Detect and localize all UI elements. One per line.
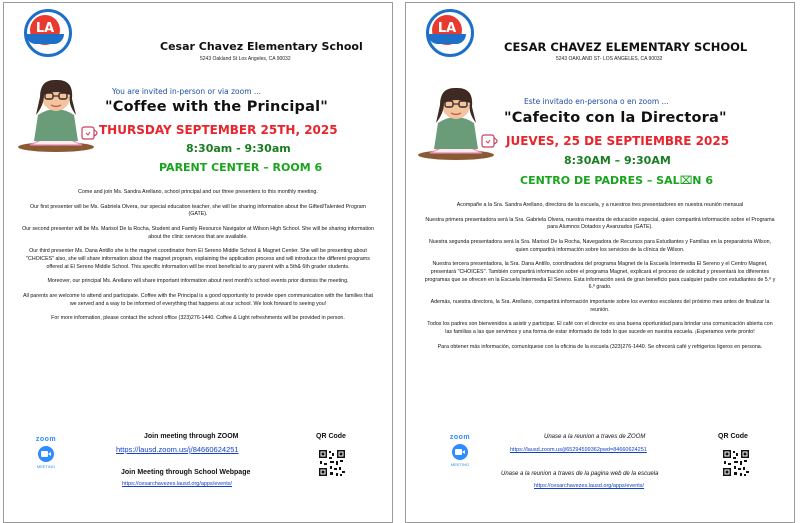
qr-code-icon[interactable] [722, 449, 750, 477]
paragraph: Moreover, our principal Ms. Arellano will share important information about next month's school events prior dismiss the meeting. [47, 278, 349, 285]
paragraph: Acompañe a la Sra. Sandra Arellano, directora de la escuela, y a nuestros tres presentadores en nuestra reunión mensual [456, 202, 744, 208]
zoom-link[interactable]: https://lausd.zoom.us/j/65294599362pwd=84660624251 [510, 447, 647, 453]
join-zoom-heading: Unase a la reunion a traves de ZOOM [544, 434, 646, 440]
qr-label: QR Code [718, 433, 748, 440]
paragraph: All parents are welcome to attend and participate. Coffee with the Principal is a good opportunity to provide open communication with the families that we served and a way to be informed of everything that happens at our school. We look forward to seeing you! [23, 293, 373, 307]
paragraph: Our first presenter will be Ms. Gabriela Olvera, our special education teacher, she will be sharing information about the Gifted/Talented Program (GATE). [30, 203, 366, 218]
event-location: CENTRO DE PADRES – SAL⌧N 6 [520, 174, 713, 187]
event-title: "Coffee with the Principal" [105, 99, 329, 115]
join-zoom-heading: Join meeting through ZOOM [144, 433, 239, 440]
school-address: 5243 Oakland St Los Angeles, CA 90032 [200, 56, 291, 62]
body-text [424, 202, 776, 358]
body-text [22, 189, 374, 330]
event-title: "Cafecito con la Directora" [504, 110, 727, 126]
event-time: 8:30AM – 9:30AM [564, 154, 671, 167]
event-location: PARENT CENTER – ROOM 6 [159, 161, 323, 174]
zoom-logo: zoom MEETING [35, 436, 57, 469]
paragraph: Our third presenter Ms. Dana Antillo she is the magnet coordinator from El Sereno Middle School & Magnet Center. She will be presenting about "CHOICES" also, she will share information about the magnet program, explaining the application process and will introduce the different programs offered at El Sereno Middle School. This specific information will be most beneficial to any parent with a 5th& 6th grader students. [26, 248, 370, 270]
paragraph: Además, nuestra directora, la Sra. Arellano, compartirá información importante sobre los eventos escolares del próximo mes antes de finalizar la reunión. [430, 299, 770, 313]
teacher-with-coffee-icon [416, 83, 504, 163]
invitation-line: You are invited in-person or via zoom ... [112, 87, 262, 96]
join-web-heading: Join Meeting through School Webpage [121, 469, 251, 476]
event-time: 8:30am - 9:30am [186, 142, 291, 155]
paragraph: Nuestra tercera presentadora, la Sra. Dana Antillo, coordinadora del programa Magnet de la Escuela Intermedia El Sereno y el Centro Magnet, presentará "CHOICES". También compartirá información sobre el programa Magnet, explicará el proceso de solicitud y presentará los diferentes programas que se ofrecen en la Escuela Intermedia El Sereno. Esta información será de gran beneficio para cualquier padre con estudiantes de 5.º y 6.º grado. [424, 261, 776, 291]
zoom-camera-icon [38, 446, 54, 462]
paragraph: Para obtener más información, comuníquese con la oficina de la escuela (323)276-1440. Se ofrecerá café y refrigerios ligeros en persona. [437, 343, 763, 350]
lausd-logo-icon: LA [426, 9, 474, 57]
qr-code-icon[interactable] [318, 449, 346, 477]
paragraph: Nuestra segunda presentadora será la Sra. Marisol De la Rocha, Navegadora de Recursos para Estudiantes y Familias en la preparatoria Wilson, quien compartirá información sobre los servicios de la clínica de Wilson. [428, 239, 772, 253]
lausd-logo-icon: LA [24, 9, 72, 57]
teacher-with-coffee-icon [16, 75, 104, 155]
invitation-line: Este invitado en-persona o en zoom ... [524, 97, 669, 106]
paragraph: Nuestra primera presentadora será la Sra. Gabriela Olvera, nuestra maestra de educación especial, quien compartirá información sobre el Programa para Alumnos Dotados y Avanzados (GATE). [425, 216, 775, 231]
school-name: Cesar Chavez Elementary School [160, 40, 363, 53]
web-link[interactable]: https://cesarchavezes.lausd.org/apps/events/ [534, 483, 645, 489]
qr-label: QR Code [316, 433, 346, 440]
event-date: THURSDAY SEPTEMBER 25TH, 2025 [99, 123, 338, 137]
flyer-spanish [405, 2, 795, 523]
flyer-english [3, 2, 393, 523]
event-date: JUEVES, 25 DE SEPTIEMBRE 2025 [506, 134, 730, 148]
paragraph: Come and join Ms. Sandra Arellano, school principal and our three presenters to this monthly meeting. [78, 189, 318, 195]
school-address: 5243 OAKLAND ST- LOS ANGELES, CA 90032 [556, 56, 663, 62]
join-web-heading: Unase a la reunion a traves de la pagina web de la escuela [501, 471, 659, 477]
zoom-logo: zoom MEETING [449, 434, 471, 467]
zoom-link[interactable]: https://lausd.zoom.us/j/84660624251 [116, 445, 239, 454]
web-link[interactable]: https://cesarchavezes.lausd.org/apps/events/ [122, 481, 233, 487]
paragraph: Todos los padres son bienvenidos a asistir y participar. El café con el director es una buena oportunidad para brindar una comunicación abierta con las familias a las que servimos y una forma de estar informado de todo lo que sucede en nuestra escuela. ¡Esperamos verte pronto! [427, 321, 773, 336]
school-name: CESAR CHAVEZ ELEMENTARY SCHOOL [504, 40, 748, 54]
zoom-camera-icon [452, 444, 468, 460]
paragraph: Our second presenter will be Ms. Marisol De la Rocha, Student and Family Resource Navigator at Wilson High School. She will be sharing information about the clinic services that are available. [22, 226, 374, 240]
paragraph: For more information, please contact the school office (323)276-1440. Coffee & Light refreshments will be provided in person. [51, 315, 345, 322]
